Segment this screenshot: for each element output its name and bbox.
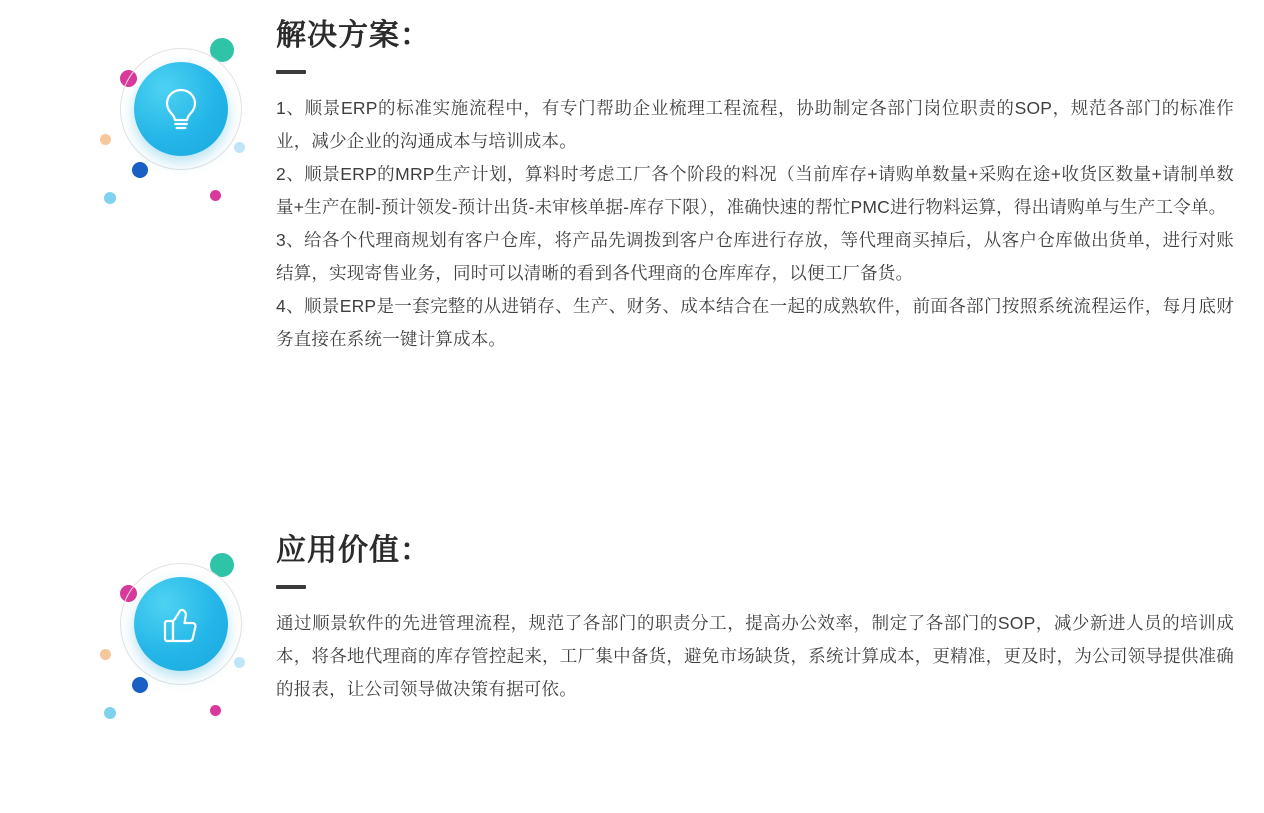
paragraph: 通过顺景软件的先进管理流程，规范了各部门的职责分工，提高办公效率，制定了各部门的SOP，减少新进人员的培训成本，将各地代理商的库存管控起来，工厂集中备货，避免市场缺货，系统计算成本，更精准，更及时，为公司领导提供准确的报表，让公司领导做决策有据可依。 [276,613,1234,699]
page-title-solution: 解决方案： [276,19,431,52]
value-content [276,533,1234,706]
decor-dot-skyblue [104,192,116,204]
thumbs-up-badge [92,545,262,715]
heading-rule [276,70,306,74]
page-title-value: 应用价值： [276,534,431,567]
lightbulb-badge [92,30,262,200]
solution-content [276,18,1234,356]
decor-dot-magenta-small [210,190,221,201]
paragraph: 3、给各个代理商规划有客户仓库，将产品先调拨到客户仓库进行存放，等代理商买掉后，从客户仓库做出货单，进行对账结算，实现寄售业务，同时可以清晰的看到各代理商的仓库库存，以便工厂备货。 [276,230,1234,283]
decor-dot-skyblue [104,707,116,719]
paragraph: 4、顺景ERP是一套完整的从进销存、生产、财务、成本结合在一起的成熟软件，前面各部门按照系统流程运作，每月底财务直接在系统一键计算成本。 [276,296,1234,349]
decor-dot-peach [100,134,111,145]
thumbs-up-icon [134,577,228,671]
lightbulb-icon [134,62,228,156]
paragraph: 1、顺景ERP的标准实施流程中，有专门帮助企业梳理工程流程，协助制定各部门岗位职责的SOP，规范各部门的标准作业，减少企业的沟通成本与培训成本。 [276,98,1234,151]
decor-dot-blue [132,677,148,693]
solution-body [276,92,1234,356]
heading-rule [276,585,306,589]
decor-dot-lightblue [234,142,245,153]
decor-dot-lightblue [234,657,245,668]
decor-dot-blue [132,162,148,178]
value-body [276,607,1234,706]
decor-dot-peach [100,649,111,660]
decor-dot-magenta-small [210,705,221,716]
paragraph: 2、顺景ERP的MRP生产计划，算料时考虑工厂各个阶段的料况（当前库存+请购单数量+采购在途+收货区数量+请制单数量+生产在制-预计领发-预计出货-未审核单据-库存下限），准确快速的帮忙PMC进行物料运算，得出请购单与生产工令单。 [276,164,1234,217]
